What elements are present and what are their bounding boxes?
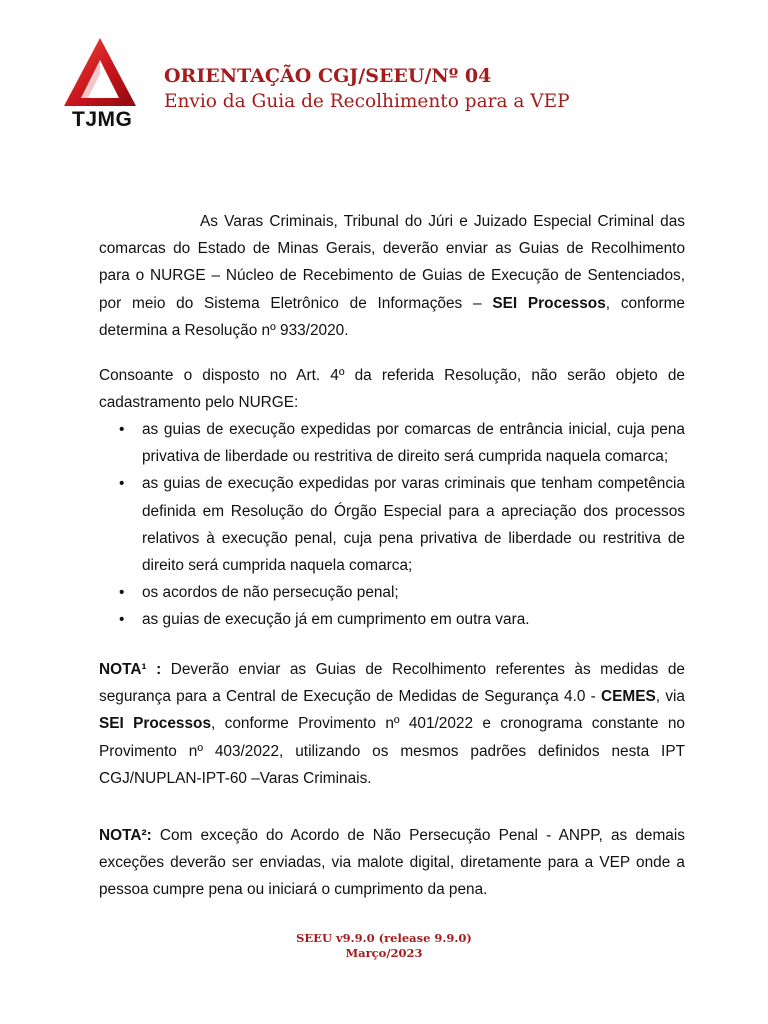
nota-2: NOTA²: Com exceção do Acordo de Não Persecução Penal - ANPP, as demais exceções deverão ser enviadas, via malote digital, diretamente para a VEP onde a pessoa cumpre pena ou iniciará o cumprimento da pena. [99, 827, 685, 899]
tjmg-logo [58, 36, 142, 136]
triangle-logo-icon [62, 36, 138, 110]
paragraph-intro: As Varas Criminais, Tribunal do Júri e Juizado Especial Criminal das comarcas do Estado de Minas Gerais, deverão enviar as Guias de Recolhimento para o NURGE – Núcleo de Recebimento de Guias de Execução de Sentenciados, por meio do Sistema Eletrônico de Informações – SEI Processos, conforme determina a Resolução nº 933/2020. [99, 213, 685, 339]
bullet-icon: • [119, 475, 125, 493]
footer-date: Março/2023 [345, 946, 423, 960]
list-item: • as guias de execução expedidas por comarcas de entrância inicial, cuja pena privativa de liberdade ou restritiva de direito será cumprida naquela comarca; [99, 416, 685, 470]
list-item: • as guias de execução já em cumprimento em outra vara. [99, 606, 685, 633]
list-item: • os acordos de não persecução penal; [99, 579, 685, 606]
footer-version: SEEU v9.9.0 (release 9.9.0) [296, 931, 472, 945]
nota-1: NOTA¹ : Deverão enviar as Guias de Recolhimento referentes às medidas de segurança para a Central de Execução de Medidas de Segurança 4.0 - CEMES, via SEI Processos, conforme Provimento nº 401/2022 e cronograma constante no Provimento nº 403/2022, utilizando os mesmos padrões definidos nesta IPT CGJ/NUPLAN-IPT-60 –Varas Criminais. [99, 661, 685, 787]
bullet-icon: • [119, 584, 125, 602]
list-item: • as guias de execução expedidas por varas criminais que tenham competência definida em Resolução do Órgão Especial para a apreciação dos processos relativos à execução penal, cuja pena privativa de liberdade ou restritiva de direito será cumprida naquela comarca; [99, 470, 685, 579]
document-subtitle: Envio da Guia de Recolhimento para a VEP [164, 91, 570, 112]
paragraph-consoante: Consoante o disposto no Art. 4º da referida Resolução, não serão objeto de cadastramento pelo NURGE: [99, 367, 685, 412]
exclusions-list [99, 416, 685, 634]
bullet-icon: • [119, 421, 125, 438]
bullet-icon: • [119, 611, 125, 629]
document-title: ORIENTAÇÃO CGJ/SEEU/Nº 04 [164, 65, 492, 87]
logo-text: TJMG [72, 108, 133, 131]
